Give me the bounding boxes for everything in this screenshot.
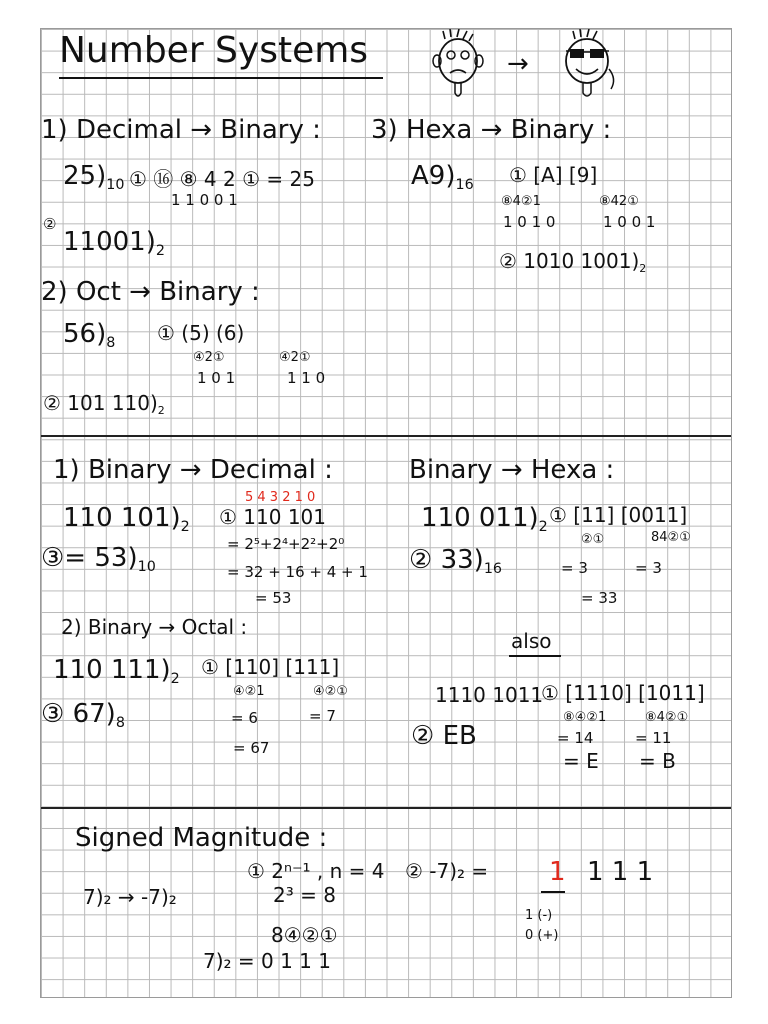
oct-weights-6: ④2① <box>279 350 311 365</box>
bin-dec-eq2: = 32 + 16 + 4 + 1 <box>227 563 368 581</box>
bin-dec-step1: ① 110 101 <box>219 505 326 529</box>
bin-hex2-value-2: = 11 <box>635 729 672 747</box>
binary-to-decimal-heading: 1) Binary → Decimal : <box>53 455 333 485</box>
dec-bits: 1 1 0 0 1 <box>171 191 238 209</box>
bin-oct-weights-2: ④②① <box>313 684 348 699</box>
oct-result: ② 101 $110)_2$ <box>43 391 165 417</box>
signed-bits: 7)₂ = 0 1 1 1 <box>203 949 331 973</box>
bin-oct-weights-1: ④②1 <box>233 684 265 699</box>
hexa-to-binary-heading: 3) Hexa → Binary : <box>371 115 612 145</box>
also-label: also <box>511 629 552 653</box>
bin-dec-eq3: = 53 <box>255 589 292 607</box>
oct-bits-5: 1 0 1 <box>197 369 236 387</box>
bit-positions: 5 4 3 2 1 0 <box>245 490 316 505</box>
hex-number: $A9)_{16}$ <box>411 161 474 193</box>
dec-result: $11001)_2$ <box>63 227 165 259</box>
bin-hex-value-1: = 3 <box>561 559 588 577</box>
bin-hex-step1: ① [11] [0011] <box>549 503 688 527</box>
oct-bits-6: 1 1 0 <box>287 369 326 387</box>
bin-dec-eq1: = 2⁵+2⁴+2²+2⁰ <box>227 535 345 553</box>
also-underline <box>509 655 561 657</box>
octal-to-binary-heading: 2) Oct → Binary : <box>41 277 260 307</box>
title-arrow: → <box>507 49 529 79</box>
signed-weights: 8④②① <box>271 923 338 947</box>
bin-dec-number: 110 $101)_2$ <box>63 503 190 535</box>
hex-weights-9: ⑧42① <box>599 194 639 209</box>
bin-oct-result: ③ $67)_8$ <box>41 699 125 731</box>
hex-bits-9: 1 0 0 1 <box>603 213 656 231</box>
bin-hex-result: ② $33)_{16}$ <box>409 545 503 577</box>
page-title: Number Systems <box>59 30 369 71</box>
confused-face-icon <box>423 29 493 101</box>
sign-bit: 1 <box>549 857 566 887</box>
bin-hex-value-2: = 3 <box>635 559 662 577</box>
title-underline <box>59 77 383 79</box>
oct-number: $56)_8$ <box>63 319 116 351</box>
binary-to-hexa-heading: Binary → Hexa : <box>409 455 615 485</box>
section-divider-2 <box>41 807 731 809</box>
bin-oct-value-3: = 67 <box>233 739 270 757</box>
bin-hex2-weights-1: ⑧④②1 <box>563 710 607 725</box>
hex-bits-a: 1 0 1 0 <box>503 213 556 231</box>
dec-number: $25)_{10}$ <box>63 161 125 193</box>
oct-step1: ① (5) (6) <box>157 321 245 345</box>
hex-weights-a: ⑧4②1 <box>501 194 541 209</box>
bin-hex2-value-1: = 14 <box>557 729 594 747</box>
bin-hex2-step1: ① [1110] [1011] <box>541 681 705 705</box>
bin-hex2-value-3: = E <box>563 749 599 773</box>
bin-hex-weights-2: 84②① <box>651 530 691 545</box>
bin-oct-step1: ① [110] [111] <box>201 655 340 679</box>
dec-step1: ① ⑯ ⑧ 4 2 ① = 25 <box>129 167 315 191</box>
sign-bit-bracket <box>541 891 565 893</box>
grid-paper <box>40 28 732 998</box>
bin-hex2-number: 1110 1011 <box>435 683 544 707</box>
bin-oct-value-2: = 7 <box>309 707 336 725</box>
bin-hex2-weights-2: ⑧4②① <box>645 710 689 725</box>
sign-legend-positive: 0 (+) <box>525 928 559 943</box>
bin-dec-result: ③= $53)_{10}$ <box>41 543 156 575</box>
section-divider-1 <box>41 435 731 437</box>
bin-hex2-value-4: = B <box>639 749 676 773</box>
oct-weights-5: ④2① <box>193 350 225 365</box>
hex-result: ② 1010 $1001)_2$ <box>499 249 647 275</box>
binary-to-octal-heading: 2) Binary → Octal : <box>61 615 248 639</box>
signed-step1: ① 2ⁿ⁻¹ , n = 4 <box>247 859 385 883</box>
sign-legend-negative: 1 (-) <box>525 908 553 923</box>
bin-hex-number: 110 $011)_2$ <box>421 503 548 535</box>
bin-hex-value-3: = 33 <box>581 589 618 607</box>
cool-face-icon <box>549 29 625 101</box>
decimal-to-binary-heading: 1) Decimal → Binary : <box>41 115 321 145</box>
signed-magnitude-heading: Signed Magnitude : <box>75 823 328 853</box>
magnitude-bits: 1 1 1 <box>587 857 654 887</box>
bin-hex2-result: ② EB <box>411 721 477 751</box>
bin-oct-value-1: = 6 <box>231 709 258 727</box>
signed-step2: ② -7)₂ = <box>405 859 489 883</box>
signed-left: 7)₂ → -7)₂ <box>83 885 177 909</box>
dec-step2-mark: ② <box>43 215 57 233</box>
bin-hex-weights-1: ②① <box>581 532 605 547</box>
hex-step1: ① [A] [9] <box>509 163 598 187</box>
bin-oct-number: 110 $111)_2$ <box>53 655 180 687</box>
signed-step1b: 2³ = 8 <box>273 883 336 907</box>
